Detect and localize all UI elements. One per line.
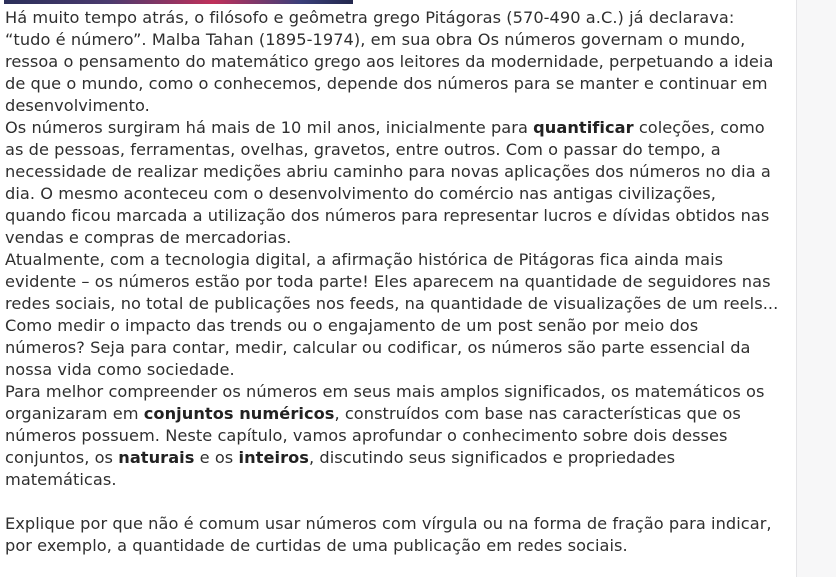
paragraph-text: Para melhor compreender os números em seus mais amplos significados, os matemáticos os organizaram em — [5, 382, 765, 423]
bold-term-naturais: naturais — [118, 448, 195, 467]
paragraph-text: Há muito tempo atrás, o filósofo e geômetra grego Pitágoras (570-490 a.C.) já declarava: “tudo é número”. Malba Tahan (1895-1974), em sua obra Os números governam o mundo, ressoa o pensamento do matemático grego aos leitores da modernidade, perpetuando a ideia de que o mundo, como o conhecemos, depende dos números para se manter e continuar em desenvolvimento. — [5, 8, 774, 115]
bold-term-quantificar: quantificar — [533, 118, 634, 137]
bold-term-inteiros: inteiros — [238, 448, 309, 467]
paragraph-text: coleções, como as de pessoas, ferramentas, ovelhas, gravetos, entre outros. Com o passar do tempo, a necessidade de realizar medições abriu caminho para novas aplicações dos números no dia a dia. O mesmo aconteceu com o desenvolvimento do comércio nas antigas civilizações, quando ficou marcada a utilização dos números para representar lucros e dívidas obtidos nas vendas e compras de mercadorias. — [5, 118, 771, 247]
paragraph-text: Atualmente, com a tecnologia digital, a afirmação histórica de Pitágoras fica ainda mais evidente – os números estão por toda parte! Eles aparecem na quantidade de seguidores nas redes sociais, no total de publicações nos feeds, na quantidade de visualizações de um reels... Como medir o impacto das trends ou o engajamento de um post senão por meio dos números? Seja para contar, medir, calcular ou codificar, os números são parte essencial da nossa vida como sociedade. — [5, 250, 779, 379]
paragraph-intro — [5, 7, 780, 117]
paragraph-text: Os números surgiram há mais de 10 mil anos, inicialmente para — [5, 118, 534, 137]
bold-term-conjuntos-numericos: conjuntos numéricos — [143, 404, 335, 423]
paragraph-text: , discutindo seus significados e propriedades matemáticas. — [5, 448, 676, 489]
paragraph-text: e os — [194, 448, 239, 467]
paragraph-sets — [5, 381, 780, 491]
paragraph-digital — [5, 249, 780, 381]
paragraph-spacer — [5, 491, 780, 513]
cropped-image-bottom-edge — [4, 0, 353, 4]
question-prompt — [5, 513, 780, 557]
question-text: Explique por que não é comum usar números com vírgula ou na forma de fração para indicar, por exemplo, a quantidade de curtidas de uma publicação em redes sociais. — [5, 514, 772, 555]
paragraph-text: , construídos com base nas características que os números possuem. Neste capítulo, vamos aprofundar o conhecimento sobre dois desses conjuntos, os — [5, 404, 741, 467]
article-content — [5, 7, 780, 557]
right-side-panel — [796, 0, 836, 577]
paragraph-origin — [5, 117, 780, 249]
